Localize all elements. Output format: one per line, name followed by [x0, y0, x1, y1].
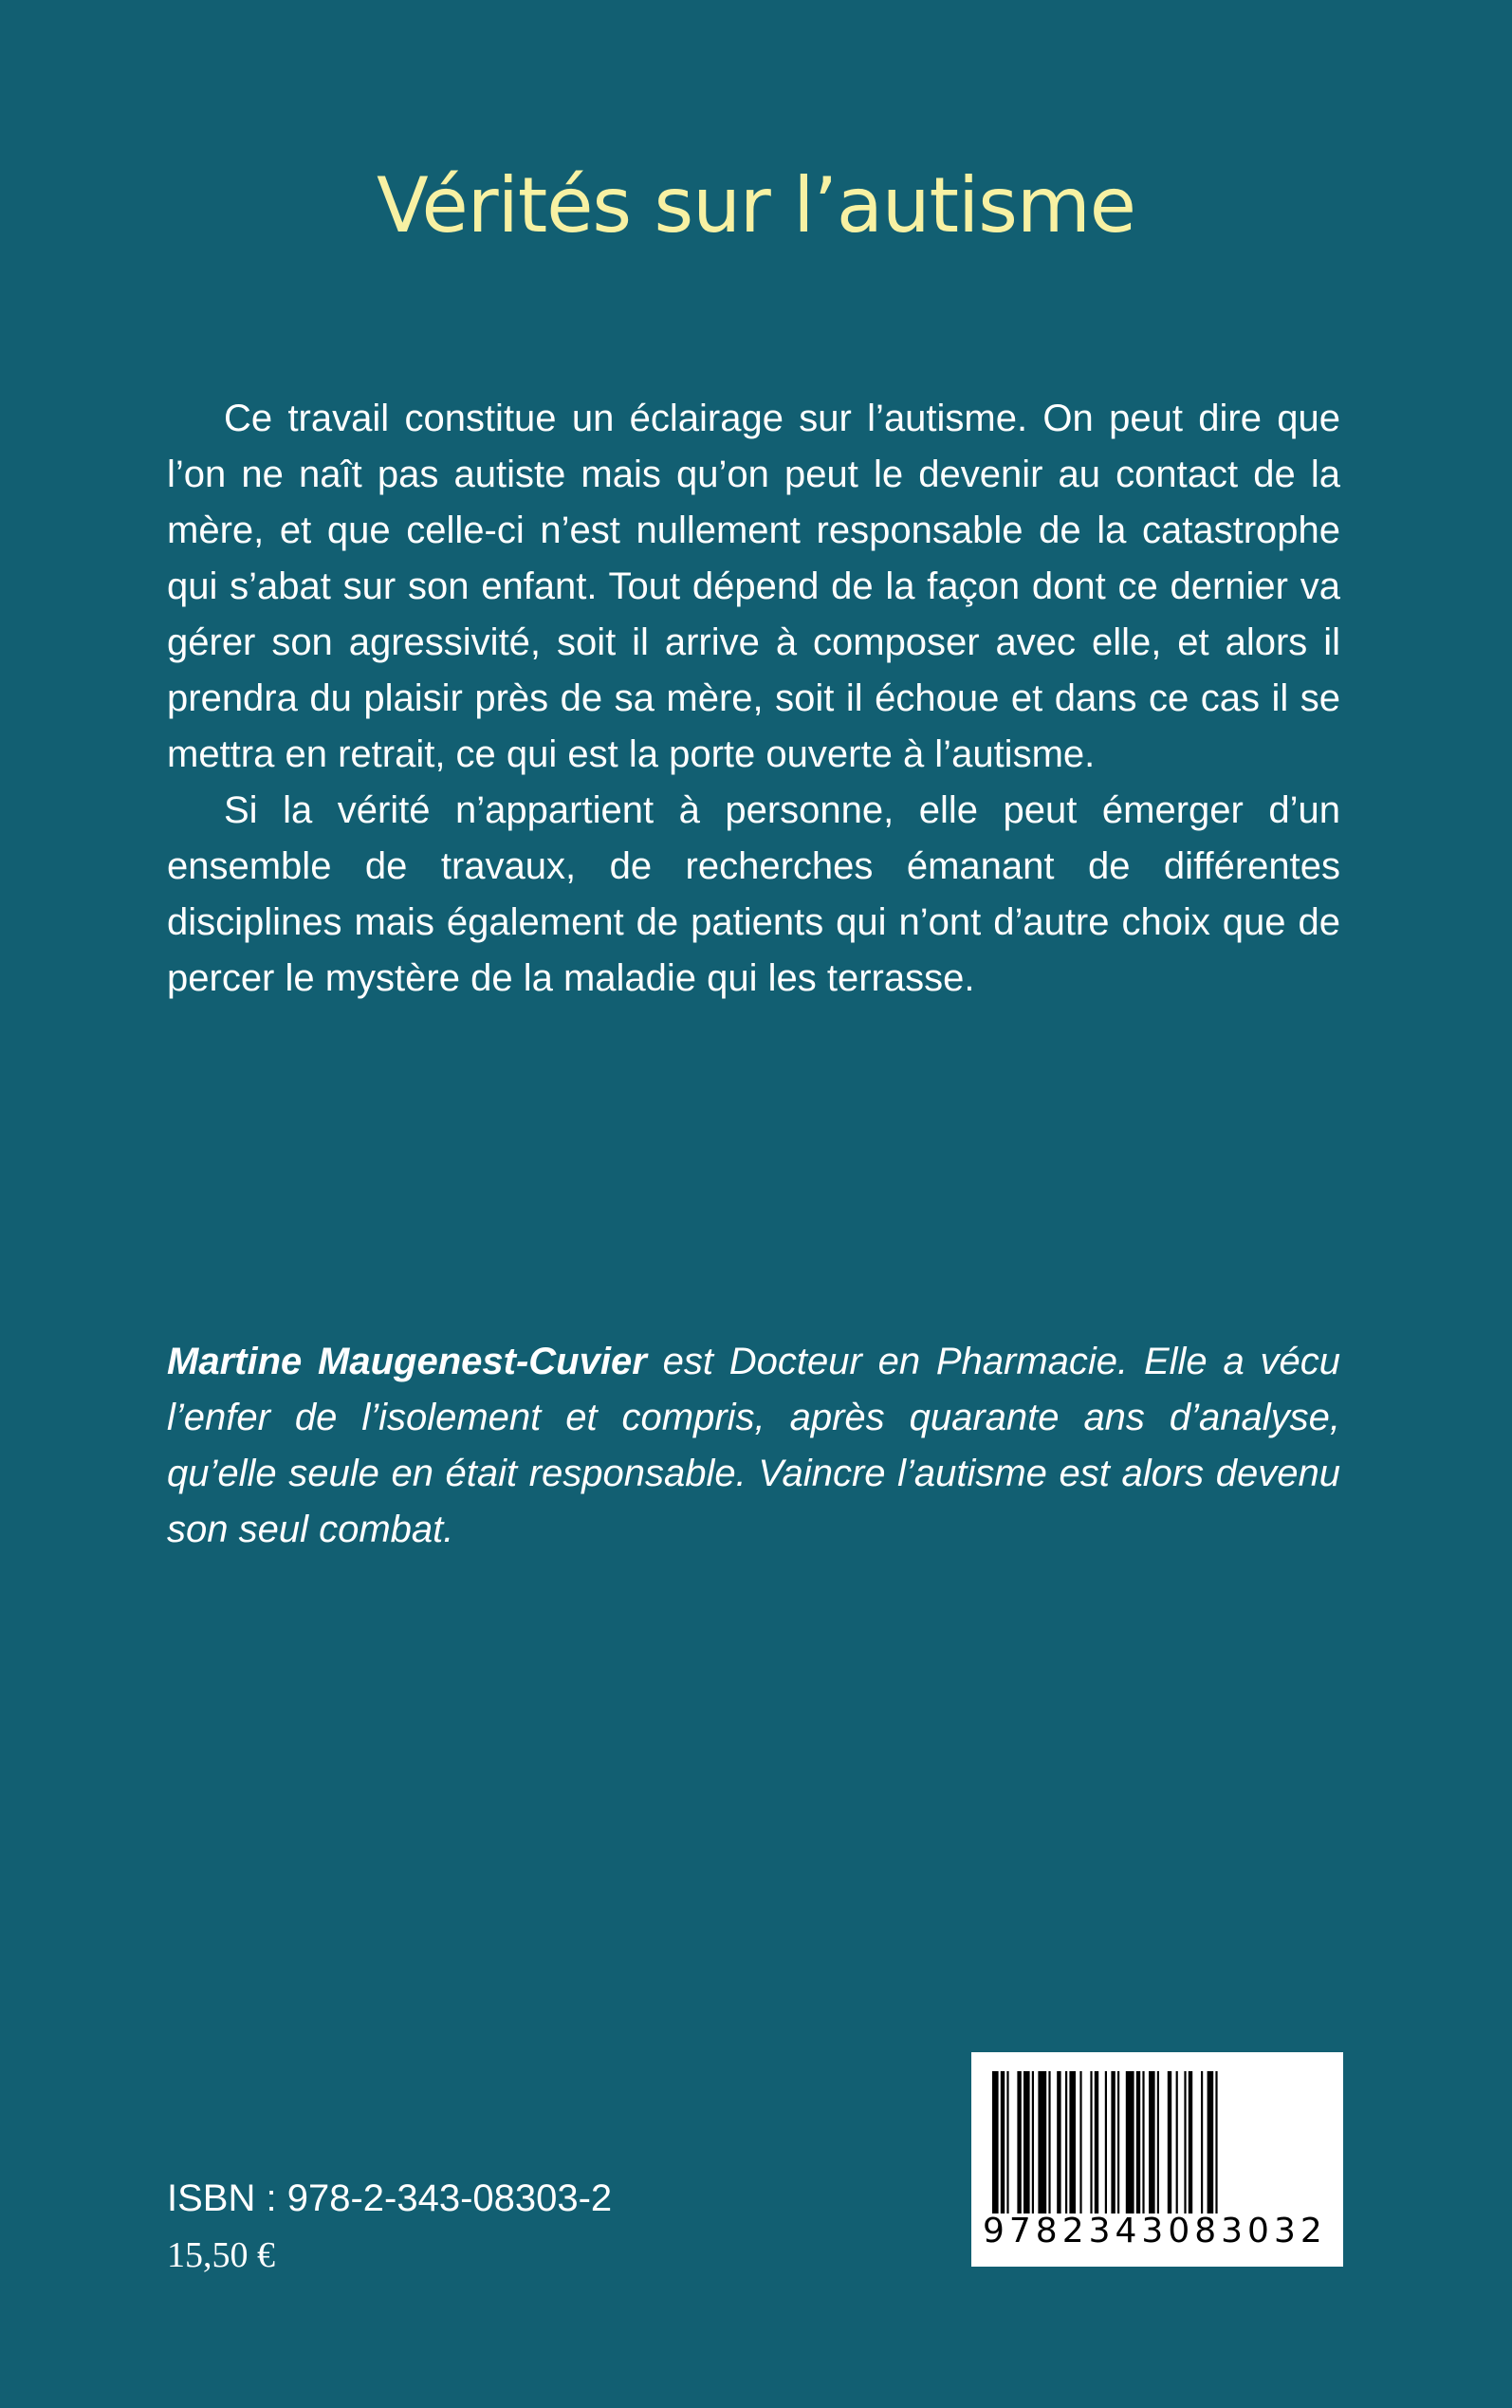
- barcode-bar: [1215, 2071, 1217, 2214]
- barcode-bar: [1065, 2071, 1067, 2214]
- back-cover-blurb: [167, 391, 1340, 1007]
- barcode: [971, 2052, 1343, 2267]
- barcode-bar: [1095, 2071, 1098, 2214]
- author-bio-text: est Docteur en Pharmacie. Elle a vécu l’enfer de l’isolement et compris, après quarante ans d’analyse, qu’elle seule en était responsable. Vaincre l’autisme est alors devenu son seul combat.: [167, 1341, 1340, 1550]
- barcode-bar: [1111, 2071, 1115, 2214]
- barcode-bar: [1032, 2071, 1034, 2214]
- barcode-bar: [1168, 2071, 1171, 2214]
- barcode-bar: [1157, 2071, 1159, 2214]
- barcode-bar: [1038, 2071, 1046, 2214]
- barcode-digits: 9782343083032: [983, 2212, 1327, 2251]
- barcode-bar: [1048, 2071, 1050, 2214]
- barcode-bar: [1117, 2071, 1119, 2214]
- barcode-bar: [1189, 2071, 1192, 2214]
- barcode-bar: [1017, 2071, 1021, 2214]
- barcode-bar: [1023, 2071, 1030, 2214]
- blurb-paragraph-1: Ce travail constitue un éclairage sur l’autisme. On peut dire que l’on ne naît pas autiste mais qu’on peut le devenir au contact de la mère, et que celle-ci n’est nullement responsable de la catastrophe qui s’abat sur son enfant. Tout dépend de la façon dont ce dernier va gérer son agressivité, soit il arrive à composer avec elle, et alors il prendra du plaisir près de sa mère, soit il échoue et dans ce cas il se mettra en retrait, ce qui est la porte ouverte à l’autisme.: [167, 398, 1340, 775]
- book-title: Vérités sur l’autisme: [376, 161, 1136, 250]
- barcode-bar: [1090, 2071, 1092, 2214]
- barcode-bar: [1176, 2071, 1178, 2214]
- barcode-bar: [1201, 2071, 1203, 2214]
- barcode-bar: [1105, 2071, 1107, 2214]
- barcode-bar: [1136, 2071, 1140, 2214]
- author-bio: [167, 1334, 1340, 1558]
- price: 15,50 €: [167, 2235, 275, 2275]
- barcode-bar: [1001, 2071, 1005, 2214]
- isbn: ISBN : 978-2-343-08303-2: [167, 2177, 613, 2219]
- barcode-bar: [1208, 2071, 1214, 2214]
- barcode-bar: [1149, 2071, 1155, 2214]
- barcode-bar: [1069, 2071, 1076, 2214]
- barcode-bar: [1006, 2071, 1008, 2214]
- barcode-bar: [1142, 2071, 1144, 2214]
- blurb-paragraph-2: Si la vérité n’appartient à personne, elle peut émerger d’un ensemble de travaux, de recherches émanant de différentes disciplines mais également de patients qui n’ont d’autre choix que de percer le mystère de la maladie qui les terrasse.: [167, 789, 1340, 999]
- barcode-bar: [1079, 2071, 1081, 2214]
- barcode-bars-icon: [988, 2071, 1326, 2214]
- barcode-bar: [1126, 2071, 1134, 2214]
- barcode-bar: [1184, 2071, 1186, 2214]
- barcode-bar: [992, 2071, 999, 2214]
- barcode-bar: [1057, 2071, 1060, 2214]
- author-name: Martine Maugenest-Cuvier: [167, 1341, 647, 1382]
